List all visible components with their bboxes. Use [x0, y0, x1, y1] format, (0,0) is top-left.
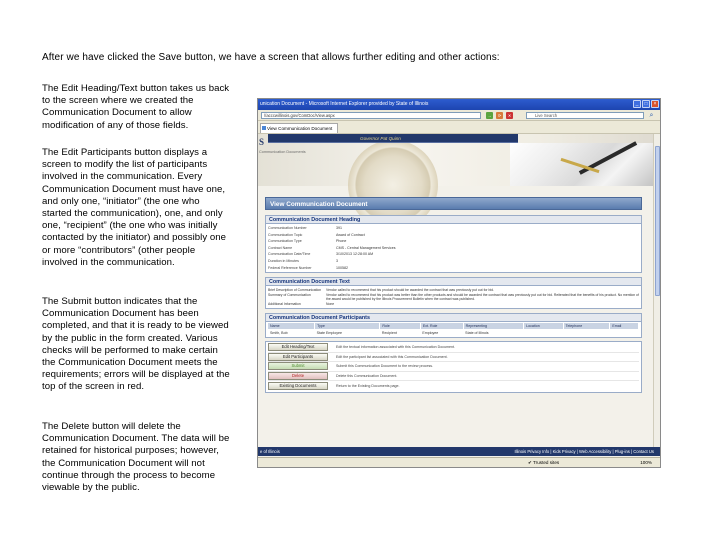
- field-label: Summary of Communication: [268, 292, 311, 297]
- field-row: [268, 302, 639, 307]
- table-row: [268, 329, 639, 336]
- column-header[interactable]: Telephone: [563, 323, 610, 330]
- column-header[interactable]: Location: [524, 323, 564, 330]
- table-cell: Recipient: [381, 330, 397, 335]
- field-value: Vendor called to recommend that his product was better than the other products and should be awarded the contract that was previously put out for bid. Reiterated that the benefits of his product. No mention of the award would be published by the Illinois Procurement Bulletin when the contract was published.: [326, 292, 639, 302]
- action-row: [268, 381, 639, 391]
- participants-table: [268, 323, 639, 336]
- field-label: Contract Name: [268, 245, 293, 250]
- field-value: 391: [336, 226, 342, 230]
- column-header[interactable]: Ext. Role: [420, 323, 463, 330]
- browser-title: unication Document - Microsoft Internet Explorer provided by State of Illinois: [260, 101, 429, 107]
- paragraph-edit-participants: The Edit Participants button displays a screen to modify the list of participants involved in the communication. Every Communication Document must have one, and only one, “initiator” (the one who started the communication), one, and only one, “recipient” (the one who was initially contacted by the initiator) and possibly one or more “contributors” (other people involved in the communication.: [42, 147, 227, 268]
- column-header[interactable]: Representing: [463, 323, 523, 330]
- action-description: Submit this Communication Document to the review process.: [336, 364, 434, 369]
- table-cell: Employee: [422, 330, 439, 335]
- heading-section-body: [265, 224, 642, 273]
- window-controls: [633, 100, 659, 108]
- scrollbar-thumb[interactable]: [655, 146, 660, 296]
- site-logo-letter: S: [259, 137, 265, 147]
- field-label: Duration in Minutes: [268, 258, 299, 263]
- table-cell: Smith, Bob: [270, 330, 288, 335]
- column-header[interactable]: Role: [380, 323, 420, 330]
- status-bar: [258, 457, 660, 468]
- field-row: [268, 238, 639, 245]
- edit-heading-text-button[interactable]: Edit Heading/Text: [268, 343, 328, 351]
- field-row: [268, 258, 639, 265]
- maximize-icon[interactable]: □: [642, 100, 650, 108]
- edit-participants-button[interactable]: Edit Participants: [268, 353, 328, 361]
- field-value: 3: [336, 258, 338, 263]
- field-row: [268, 225, 639, 232]
- field-value: Vendor called to recommend that his product should be awarded the contract that was previously put out for bid.: [326, 287, 494, 292]
- paragraph-edit-heading: The Edit Heading/Text button takes us back to the screen where we created the Communication Document to allow modification of any of those fields.: [42, 83, 230, 131]
- action-row: [268, 343, 639, 353]
- browser-title-bar: [258, 99, 660, 110]
- security-zone: ✔ Trusted sites: [528, 460, 560, 465]
- page-header-banner: [258, 134, 660, 186]
- refresh-icon[interactable]: ⟳: [497, 113, 502, 118]
- field-row: [268, 245, 639, 252]
- field-row: [268, 287, 639, 292]
- field-label: Communication Number: [268, 226, 307, 230]
- minimize-icon[interactable]: _: [633, 100, 641, 108]
- vertical-scrollbar[interactable]: [653, 134, 660, 447]
- field-row: [268, 251, 639, 258]
- field-label: Federal Reference Number: [268, 265, 312, 270]
- table-cell: State Employee: [316, 330, 343, 335]
- column-header[interactable]: Type: [315, 323, 380, 330]
- browser-screenshot: [257, 98, 661, 468]
- field-row: [268, 232, 639, 239]
- stop-icon[interactable]: ✕: [507, 113, 512, 118]
- actions-panel: [265, 341, 642, 393]
- participants-section-title: Communication Document Participants: [265, 313, 642, 322]
- table-cell: [563, 329, 610, 336]
- submit-button[interactable]: Submit: [268, 362, 328, 370]
- intro-text: After we have clicked the Save button, we have a screen that allows further editing and other actions:: [42, 52, 500, 63]
- participants-section-body: [265, 322, 642, 338]
- main-content: [265, 197, 642, 393]
- page-icon: [262, 126, 266, 130]
- field-row: [268, 265, 639, 272]
- governor-name: Governor Pat Quinn: [360, 136, 401, 141]
- security-zone-label: Trusted sites: [533, 460, 560, 465]
- action-row: [268, 372, 639, 382]
- search-icon[interactable]: ⌕: [649, 112, 654, 119]
- table-cell: [524, 329, 564, 336]
- tab-bar: [258, 121, 660, 134]
- zoom-level[interactable]: 100%: [640, 460, 652, 465]
- footer-links[interactable]: Illinois Privacy Info | Kids Privacy | Web Accessibility | Plug-ins | Contact Us: [514, 449, 654, 454]
- site-subtitle: Communication Documents: [259, 150, 306, 154]
- field-label: Brief Description of Communication: [268, 287, 322, 292]
- field-value: None: [326, 302, 335, 307]
- field-row: [268, 292, 639, 301]
- table-cell: State of Illinois: [465, 330, 489, 335]
- address-bar: [258, 110, 660, 121]
- field-value: Phone: [336, 239, 347, 244]
- action-row: [268, 362, 639, 372]
- governor-banner: [268, 134, 518, 143]
- address-input[interactable]: //acccwillinois.gov/ComDoc/View.aspx: [261, 112, 481, 119]
- tab-label: View Communication Document: [267, 126, 333, 131]
- header-photo: [510, 143, 660, 186]
- paragraph-submit: The Submit button indicates that the Communication Document has been completed, and that it is ready to be viewed by the public in the form created. Various checks will be performed to make certain the Communication Document meets the requirements; errors will be displayed at the top of the screen in red.: [42, 296, 230, 393]
- column-header[interactable]: Name: [268, 323, 315, 330]
- field-label: Communication Type: [268, 239, 302, 244]
- field-label: Additional Information: [268, 302, 301, 307]
- action-description: Edit the textual information associated with this Communication Document.: [336, 345, 456, 350]
- page-title: View Communication Document: [265, 197, 642, 210]
- field-label: Communication Topic: [268, 232, 303, 237]
- action-row: [268, 353, 639, 363]
- delete-button[interactable]: Delete: [268, 372, 328, 380]
- close-icon[interactable]: ×: [651, 100, 659, 108]
- action-description: Return to the Existing Documents page.: [336, 384, 400, 389]
- field-value: 100582: [336, 265, 348, 270]
- action-description: Edit the participant list associated with this Communication Document.: [336, 354, 448, 359]
- field-value: 3/10/2013 12:28:00 AM: [336, 252, 374, 257]
- text-section-title: Communication Document Text: [265, 277, 642, 286]
- field-value: Award of Contract: [336, 232, 365, 237]
- footer-left-text: e of Illinois: [260, 449, 280, 454]
- field-value: CMS - Central Management Services: [336, 245, 396, 250]
- table-cell: [610, 329, 639, 336]
- heading-section-title: Communication Document Heading: [265, 215, 642, 224]
- action-description: Delete this Communication Document.: [336, 374, 398, 379]
- paragraph-delete: The Delete button will delete the Communication Document. The data will be retained for historical purposes; however, the Communication Document will not continue through the process to become viewable by the public.: [42, 421, 230, 494]
- page-footer: [258, 447, 660, 456]
- field-label: Communication Date/Time: [268, 252, 311, 257]
- live-search-input[interactable]: Live Search: [526, 112, 644, 119]
- column-header[interactable]: Email: [610, 323, 639, 330]
- text-section-body: [265, 286, 642, 309]
- existing-documents-button[interactable]: Existing Documents: [268, 382, 328, 390]
- tab-view-communication-document[interactable]: [260, 123, 338, 133]
- go-icon[interactable]: →: [487, 113, 492, 118]
